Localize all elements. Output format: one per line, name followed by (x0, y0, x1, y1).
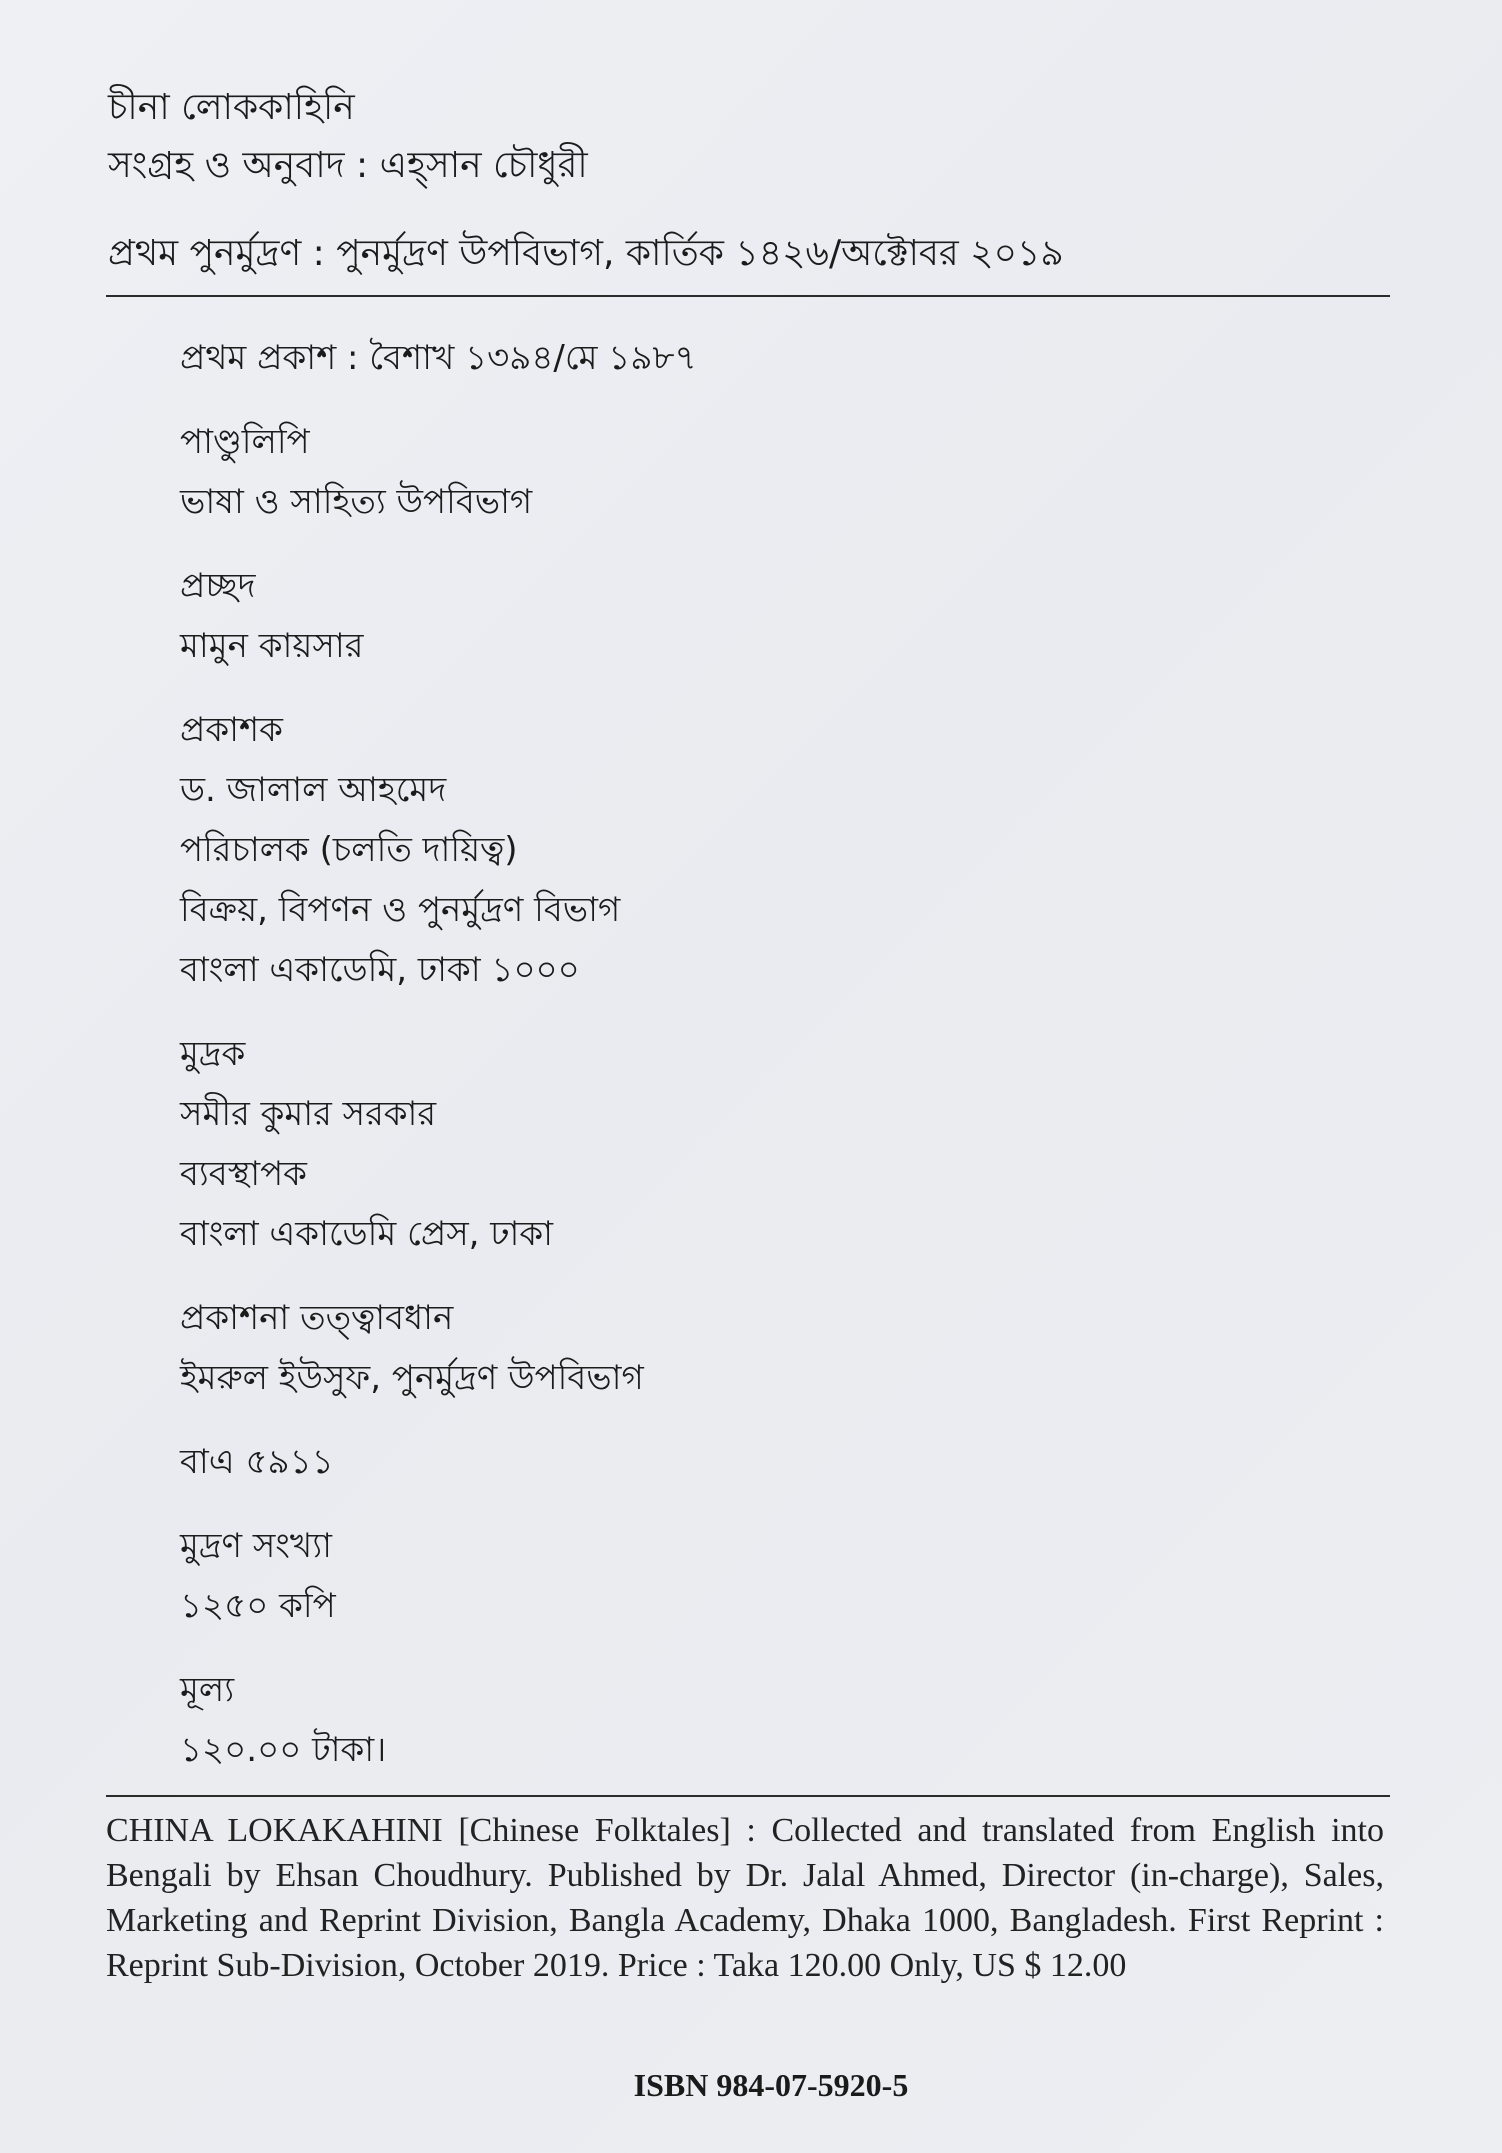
supervision-block (180, 1288, 1360, 1408)
cover-label: প্রচ্ছদ (180, 566, 256, 606)
publisher-name: ড. জালাল আহমেদ (180, 770, 447, 810)
first-reprint-line: প্রথম পুনর্মুদ্রণ : পুনর্মুদ্রণ উপবিভাগ, কার্তিক ১৪২৬/অক্টোবর ২০১৯ (108, 233, 1064, 274)
print-count-value: ১২৫০ কপি (180, 1586, 336, 1626)
first-publication: প্রথম প্রকাশ : বৈশাখ ১৩৯৪/মে ১৯৮৭ (180, 338, 697, 378)
supervision-label: প্রকাশনা তত্ত্বাবধান (180, 1298, 454, 1338)
bottom-divider (106, 1795, 1390, 1797)
price-label: মূল্য (180, 1670, 235, 1710)
imprint-details (180, 328, 1360, 1804)
translator-credit: সংগ্রহ ও অনুবাদ : এহ্‌সান চৌধুরী (108, 145, 588, 186)
code-block (180, 1432, 1360, 1492)
printer-press: বাংলা একাডেমি প্রেস, ঢাকা (180, 1214, 554, 1254)
publisher-title: পরিচালক (চলতি দায়িত্ব) (180, 830, 518, 870)
cover-value: মামুন কায়সার (180, 626, 364, 666)
publisher-division: বিক্রয়, বিপণন ও পুনর্মুদ্রণ বিভাগ (180, 890, 621, 930)
academy-code: বাএ ৫৯১১ (180, 1442, 334, 1482)
top-divider (106, 295, 1390, 297)
publisher-address: বাংলা একাডেমি, ঢাকা ১০০০ (180, 950, 580, 990)
book-title: চীনা লোককাহিনি (108, 87, 355, 128)
print-count-label: মুদ্রণ সংখ্যা (180, 1526, 332, 1566)
publisher-label: প্রকাশক (180, 710, 283, 750)
printer-name: সমীর কুমার সরকার (180, 1094, 437, 1134)
english-summary: CHINA LOKAKAHINI [Chinese Folktales] : Collected and translated from English into Bengali by Ehsan Choudhury. Published by Dr. Jalal Ahmed, Director (in-charge), Sales, Marketing and Reprint Division, Bangla Academy, Dhaka 1000, Bangladesh. First Reprint : Reprint Sub-Division, October 2019. Price : Taka 120.00 Only, US $ 12.00 (106, 1812, 1384, 1984)
manuscript-block (180, 412, 1360, 532)
printer-title: ব্যবস্থাপক (180, 1154, 307, 1194)
isbn: ISBN 984-07-5920-5 (633, 2067, 909, 2103)
publisher-block (180, 700, 1360, 1000)
header (108, 82, 1388, 280)
price-value: ১২০.০০ টাকা। (180, 1730, 387, 1770)
manuscript-label: পাণ্ডুলিপি (180, 422, 310, 462)
printer-block (180, 1024, 1360, 1264)
first-publication-block (180, 328, 1360, 388)
print-count-block (180, 1516, 1360, 1636)
manuscript-value: ভাষা ও সাহিত্য উপবিভাগ (180, 482, 533, 522)
cover-block (180, 556, 1360, 676)
price-block (180, 1660, 1360, 1780)
printer-label: মুদ্রক (180, 1034, 246, 1074)
supervision-value: ইমরুল ইউসুফ, পুনর্মুদ্রণ উপবিভাগ (180, 1358, 644, 1398)
